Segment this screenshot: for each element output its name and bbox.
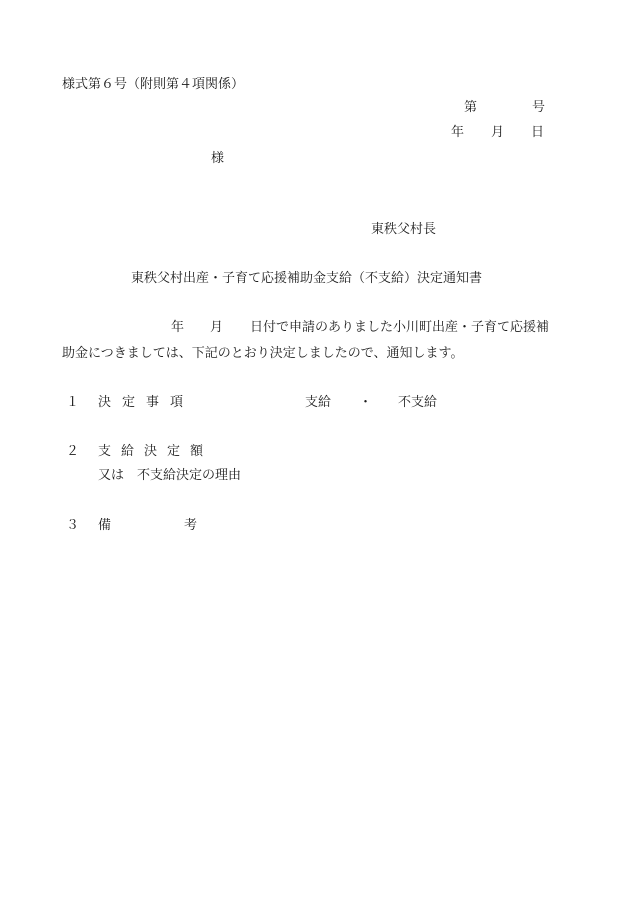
- option-separator: ・: [359, 395, 373, 410]
- body-text-line1: 日付で申請のありました小川町出産・子育て応援補: [250, 320, 550, 335]
- application-date-year: 年: [171, 320, 185, 335]
- document-number-suffix: 号: [532, 100, 546, 115]
- issue-date-year: 年: [451, 125, 465, 140]
- issue-date-day: 日: [531, 125, 545, 140]
- item-sublabel: 又は 不支給決定の理由: [98, 468, 242, 483]
- addressee-honorific: 様: [211, 151, 225, 166]
- application-date-month: 月: [210, 320, 224, 335]
- body-text-line2: 助金につきましては、下記のとおり決定しましたので、通知します。: [62, 346, 464, 361]
- document-number-prefix: 第: [464, 100, 478, 115]
- option-nopay: 不支給: [398, 395, 438, 410]
- form-number: 様式第６号（附則第４項関係）: [62, 77, 245, 92]
- item-label: 支給決定額: [98, 444, 214, 459]
- option-pay: 支給: [305, 395, 332, 410]
- issuer-name: 東秩父村長: [371, 222, 437, 237]
- item-number: １: [66, 395, 80, 410]
- document-title: 東秩父村出産・子育て応援補助金支給（不支給）決定通知書: [131, 271, 483, 286]
- item-label-part2: 考: [184, 518, 198, 533]
- item-number: ３: [66, 518, 80, 533]
- item-number: ２: [66, 444, 80, 459]
- item-label: 決定事項: [98, 395, 195, 410]
- issue-date-month: 月: [491, 125, 505, 140]
- item-label-part1: 備: [98, 518, 112, 533]
